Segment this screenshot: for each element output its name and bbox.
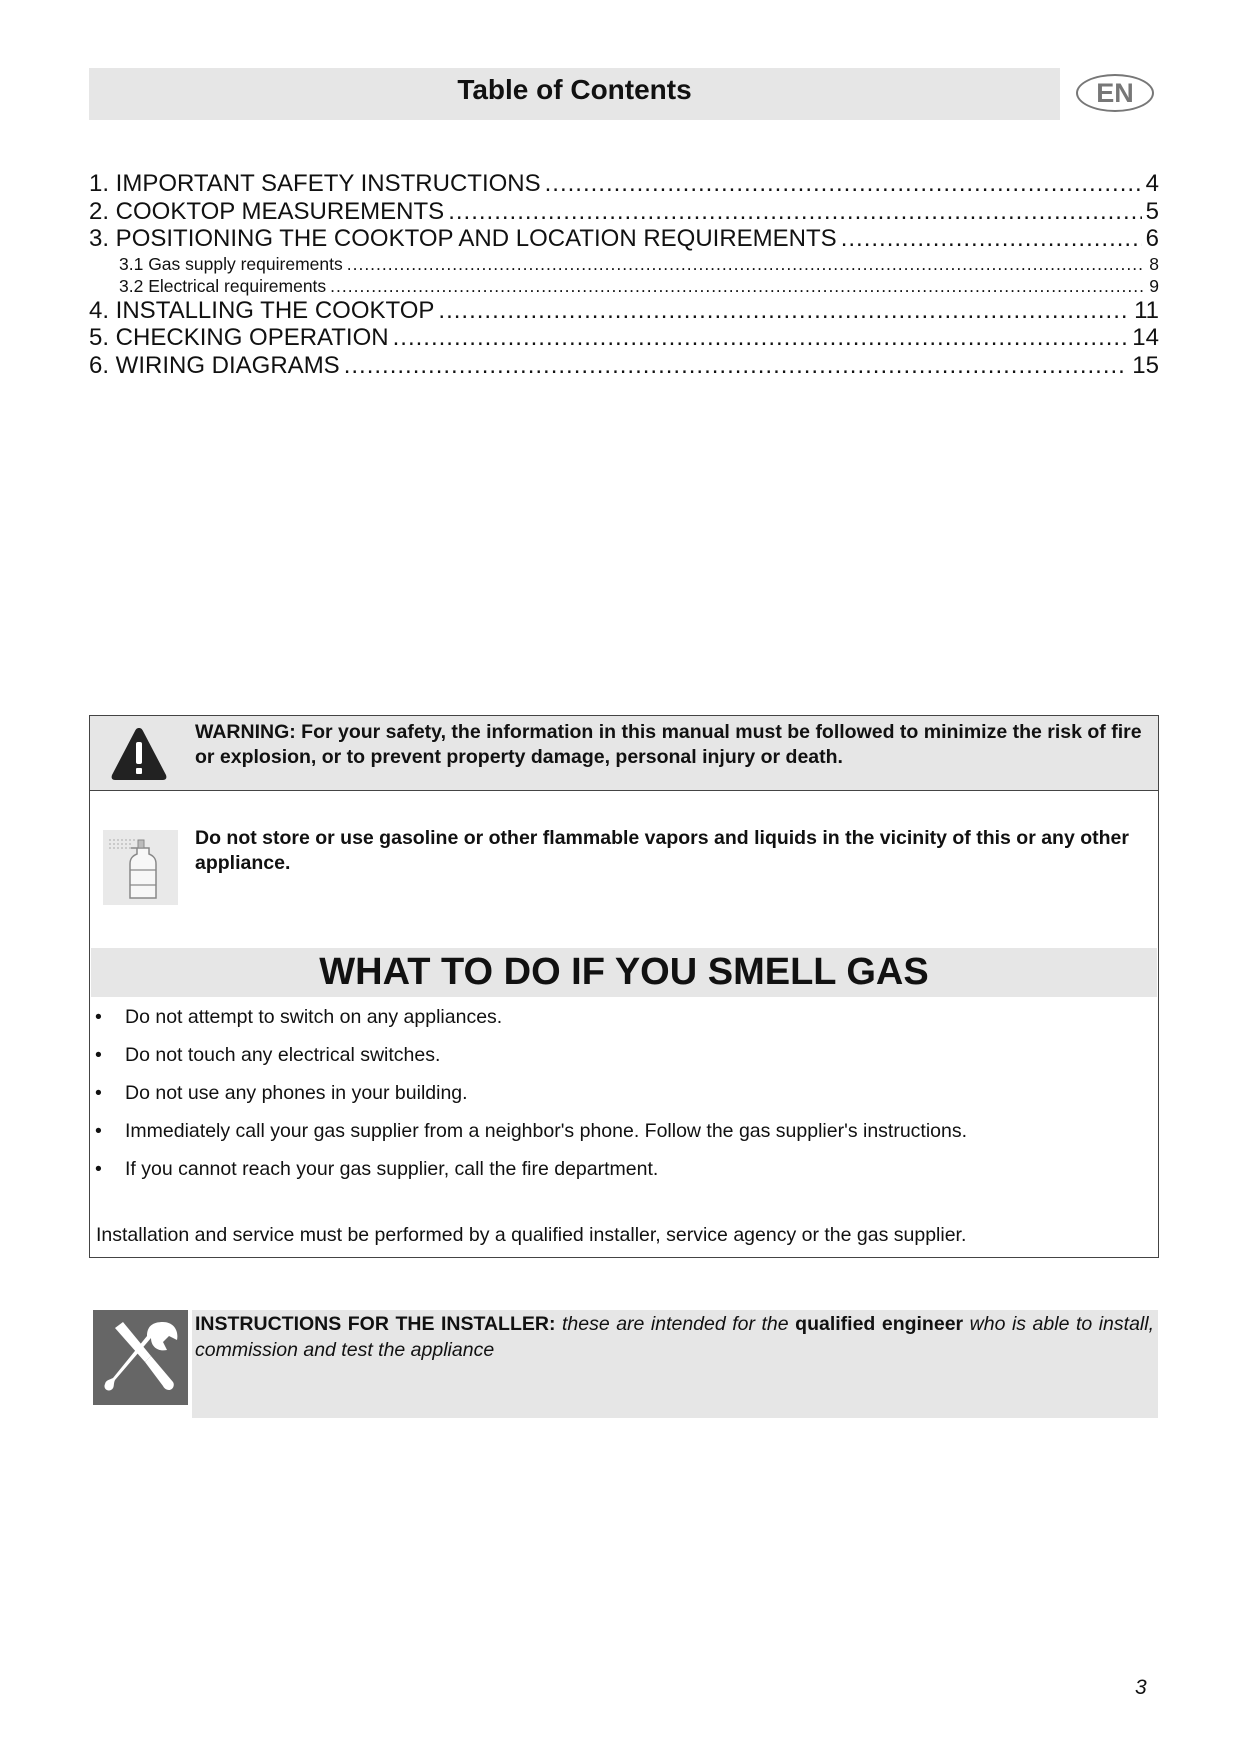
- toc-entry[interactable]: [89, 198, 1159, 226]
- toc-leader-dots: [344, 352, 1129, 380]
- list-item-text: If you cannot reach your gas supplier, call the fire department.: [125, 1158, 659, 1180]
- installer-instructions-band: [192, 1310, 1158, 1418]
- installer-text-part1: these are intended for the: [561, 1313, 789, 1335]
- bullet-marker: •: [95, 1006, 102, 1028]
- toc-subentry[interactable]: [89, 275, 1159, 297]
- page-number: 3: [1135, 1676, 1147, 1699]
- toc-entry-page: 8: [1149, 253, 1159, 274]
- list-item-text: Immediately call your gas supplier from a neighbor's phone. Follow the gas supplier's instructions.: [125, 1120, 968, 1142]
- toc-entry-title: 6. WIRING DIAGRAMS: [89, 351, 340, 379]
- list-item-text: Do not touch any electrical switches.: [125, 1044, 441, 1066]
- toc-leader-dots: [393, 324, 1129, 352]
- toc-entry-title: 5. CHECKING OPERATION: [89, 324, 389, 351]
- smell-gas-heading: WHAT TO DO IF YOU SMELL GAS: [319, 951, 929, 993]
- list-item-text: Do not attempt to switch on any appliances.: [125, 1006, 503, 1028]
- installer-label: INSTRUCTIONS FOR THE INSTALLER:: [195, 1313, 556, 1335]
- toc-leader-dots: [448, 198, 1141, 226]
- toc-entry-title: 1. IMPORTANT SAFETY INSTRUCTIONS: [89, 170, 541, 197]
- toc-entry-title: 3. POSITIONING THE COOKTOP AND LOCATION REQUIREMENTS: [89, 225, 837, 252]
- list-item: [90, 1036, 1158, 1074]
- list-item: [90, 1150, 1158, 1188]
- bullet-marker: •: [95, 1082, 102, 1104]
- warning-band: [90, 716, 1158, 791]
- flammable-warning-text: Do not store or use gasoline or other flammable vapors and liquids in the vicinity of this or any other appliance.: [195, 827, 1129, 874]
- toc-entry[interactable]: [89, 297, 1159, 325]
- list-item: [90, 1112, 1158, 1150]
- installer-emphasis: qualified engineer: [795, 1313, 964, 1335]
- bullet-marker: •: [95, 1158, 102, 1180]
- warning-text: WARNING: For your safety, the information in this manual must be followed to minimize the risk of fire or explosion, or to prevent property damage, personal injury or death.: [195, 721, 1142, 768]
- toc-entry[interactable]: [89, 170, 1159, 198]
- toc-entry-page: 9: [1149, 275, 1159, 296]
- installer-instructions-text: [195, 1311, 1154, 1363]
- language-badge: EN: [1076, 74, 1154, 112]
- toc-entry-page: 5: [1145, 197, 1159, 225]
- bullet-marker: •: [95, 1120, 102, 1142]
- gas-safety-box: [89, 715, 1159, 1258]
- toc-entry-title: 3.2 Electrical requirements: [119, 275, 327, 296]
- installation-note: Installation and service must be performed by a qualified installer, service agency or the gas supplier.: [96, 1224, 967, 1246]
- toc-entry-page: 4: [1145, 170, 1159, 197]
- toc-entry[interactable]: [89, 225, 1159, 253]
- toc-leader-dots: [545, 170, 1142, 198]
- toc-entry-page: 15: [1132, 351, 1159, 379]
- page-title: Table of Contents: [457, 74, 692, 105]
- toc-leader-dots: [438, 297, 1130, 325]
- table-of-contents: [89, 170, 1159, 379]
- header-bar: [89, 68, 1060, 120]
- toc-entry-page: 6: [1145, 225, 1159, 252]
- tools-icon: [93, 1310, 188, 1405]
- list-item-text: Do not use any phones in your building.: [125, 1082, 468, 1104]
- toc-entry-title: 2. COOKTOP MEASUREMENTS: [89, 197, 445, 225]
- toc-leader-dots: [347, 253, 1146, 275]
- toc-leader-dots: [330, 275, 1145, 297]
- toc-entry-page: 14: [1132, 324, 1159, 351]
- toc-entry-title: 3.1 Gas supply requirements: [119, 253, 343, 274]
- toc-entry-page: 11: [1134, 296, 1159, 324]
- smell-gas-band: [91, 948, 1157, 997]
- warning-triangle-icon: [110, 725, 168, 783]
- toc-entry-title: 4. INSTALLING THE COOKTOP: [89, 296, 435, 324]
- list-item: [90, 998, 1158, 1036]
- toc-entry[interactable]: [89, 352, 1159, 380]
- bullet-marker: •: [95, 1044, 102, 1066]
- toc-leader-dots: [841, 225, 1142, 253]
- smell-gas-list: [90, 998, 1158, 1188]
- toc-entry[interactable]: [89, 324, 1159, 352]
- toc-subentry[interactable]: [89, 253, 1159, 275]
- list-item: [90, 1074, 1158, 1112]
- installer-text-part2: who is able to install, commission and test the appliance: [195, 1313, 1154, 1361]
- gas-can-icon: [103, 830, 178, 905]
